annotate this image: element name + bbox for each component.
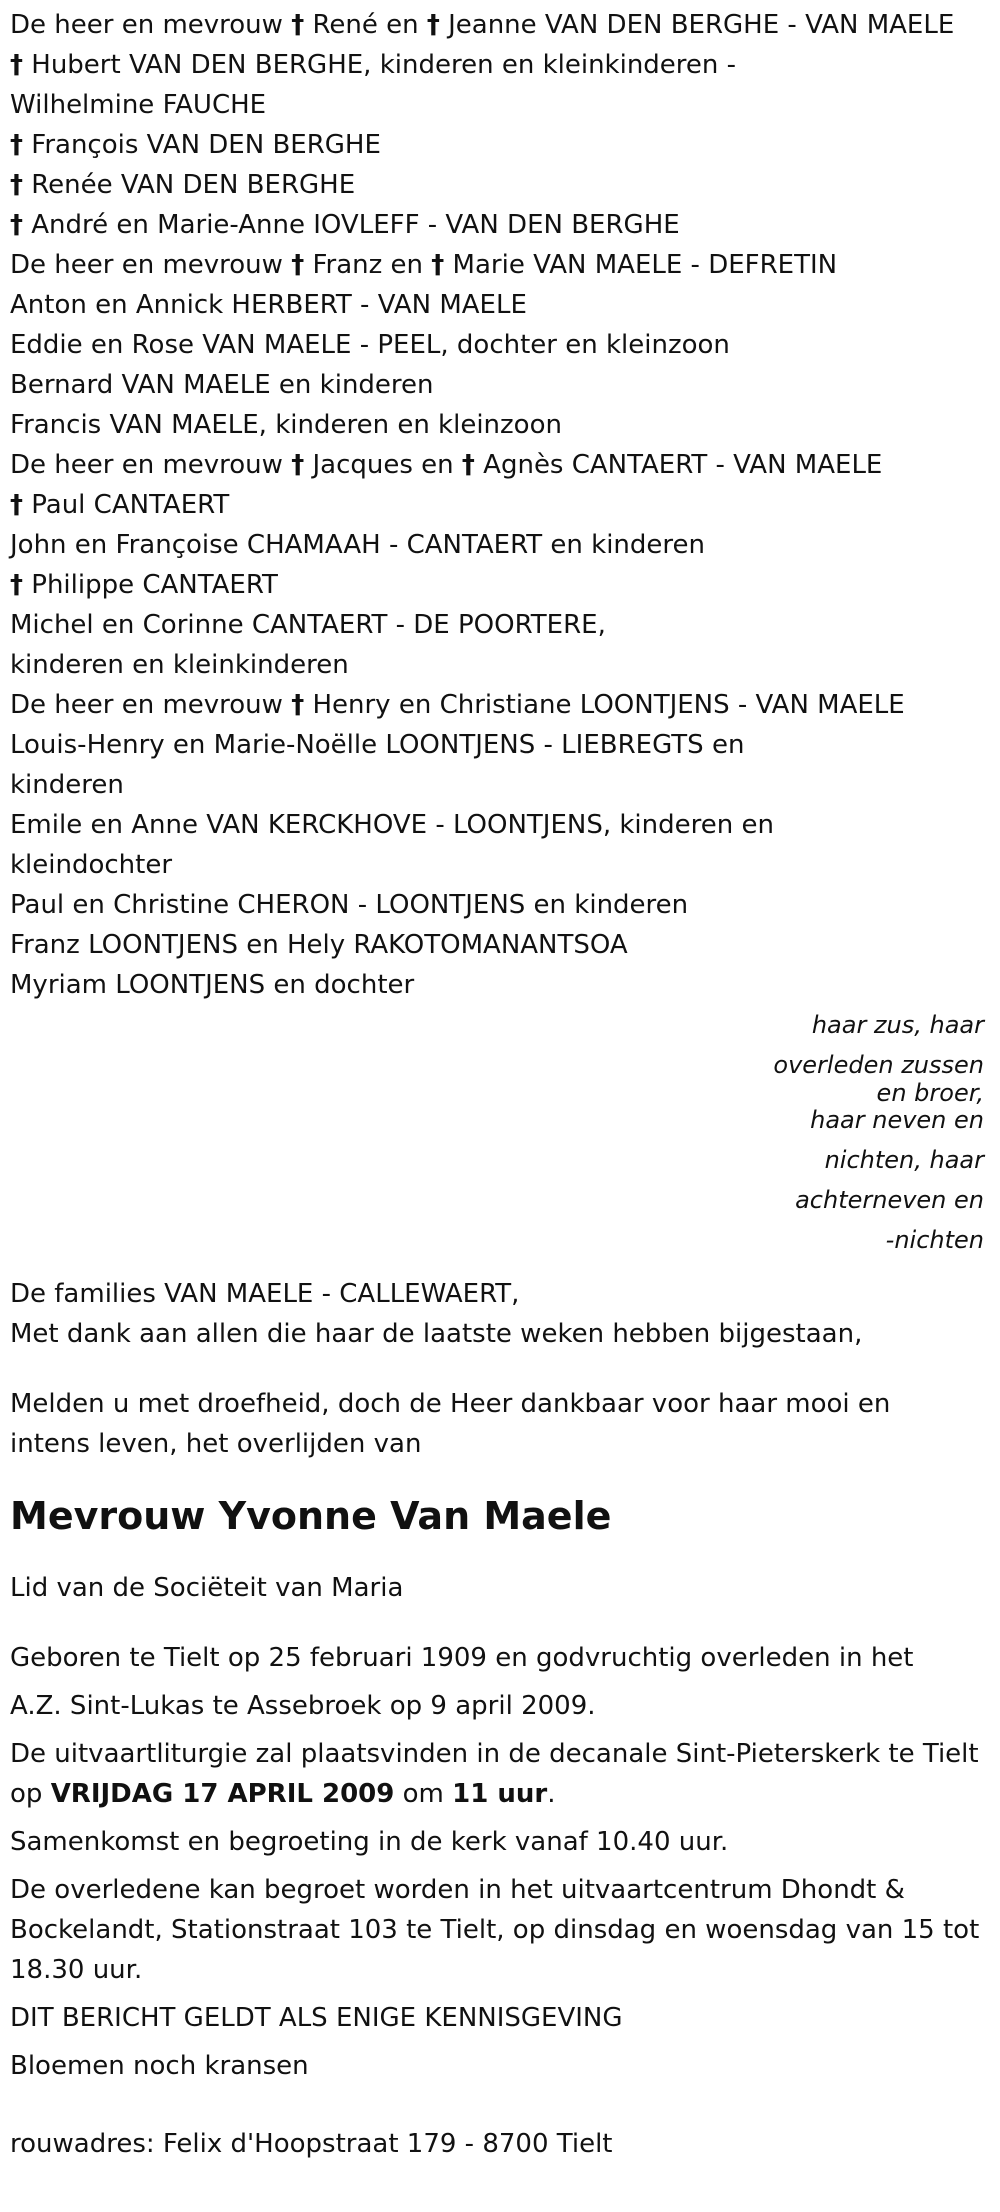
cross-icon: † (10, 570, 23, 600)
announce-line: intens leven, het overlijden van (10, 1429, 422, 1459)
family-line (10, 605, 990, 645)
funeral-time: 11 uur (452, 1779, 548, 1809)
deceased-name: Mevrouw Yvonne Van Maele (10, 1494, 612, 1538)
cross-icon: † (291, 10, 305, 40)
family-line (10, 205, 990, 245)
side-note-cousins (10, 1100, 984, 1260)
family-text: Paul CANTAERT (23, 490, 230, 520)
gathering-line: Samenkomst en begroeting in de kerk vanaf 10.40 uur. (10, 1827, 729, 1857)
side-notes (10, 1005, 990, 1260)
thanks-line: Met dank aan allen die haar de laatste weken hebben bijgestaan, (10, 1319, 863, 1349)
family-line (10, 285, 990, 325)
family-text: Michel en Corinne CANTAERT - DE POORTERE, (10, 610, 606, 640)
funeral-text: De uitvaartliturgie zal plaatsvinden in de decanale Sint-Pieterskerk te Tielt op (10, 1739, 979, 1809)
address-line: rouwadres: Felix d'Hoopstraat 179 - 8700 Tielt (10, 2129, 613, 2159)
family-line (10, 845, 990, 885)
cross-icon: † (426, 10, 440, 40)
family-text: Marie VAN MAELE - DEFRETIN (444, 250, 838, 280)
side-note-line: -nichten (885, 1226, 984, 1254)
cross-icon: † (10, 210, 23, 240)
family-line (10, 645, 990, 685)
funeral-text: . (547, 1779, 556, 1809)
born-line: A.Z. Sint-Lukas te Assebroek op 9 april 2009. (10, 1691, 596, 1721)
family-text: François VAN DEN BERGHE (23, 130, 381, 160)
viewing-paragraph: De overledene kan begroet worden in het uitvaartcentrum Dhondt & Bockelandt, Stationstraat 103 te Tielt, op dinsdag en woensdag van 15 tot 18.30 uur. (10, 1875, 980, 1985)
cross-icon: † (10, 490, 23, 520)
family-line (10, 885, 990, 925)
family-text: Myriam LOONTJENS en dochter (10, 970, 415, 1000)
family-text: Bernard VAN MAELE en kinderen (10, 370, 434, 400)
family-line (10, 685, 990, 725)
funeral-text: om (394, 1779, 453, 1809)
family-line (10, 965, 990, 1005)
cross-icon: † (291, 450, 305, 480)
side-note-line: haar zus, haar (811, 1011, 984, 1039)
funeral-date: VRIJDAG 17 APRIL 2009 (50, 1779, 395, 1809)
family-line (10, 365, 990, 405)
family-text: René en (304, 10, 427, 40)
family-text: De heer en mevrouw (10, 250, 292, 280)
families-line: De families VAN MAELE - CALLEWAERT, (10, 1279, 520, 1309)
family-line (10, 445, 990, 485)
family-line (10, 245, 990, 285)
family-text: De heer en mevrouw (10, 690, 292, 720)
family-text: Franz en (304, 250, 432, 280)
side-note-siblings (10, 1005, 984, 1107)
family-text: kinderen (10, 770, 124, 800)
side-note-line: nichten, haar (824, 1146, 984, 1174)
family-line (10, 725, 990, 765)
cross-icon: † (10, 130, 23, 160)
family-line (10, 85, 990, 125)
family-text: John en Françoise CHAMAAH - CANTAERT en kinderen (10, 530, 705, 560)
family-line (10, 805, 990, 845)
family-text: De heer en mevrouw (10, 10, 292, 40)
cross-icon: † (291, 250, 305, 280)
family-text: kinderen en kleinkinderen (10, 650, 349, 680)
family-text: Emile en Anne VAN KERCKHOVE - LOONTJENS, kinderen en (10, 810, 774, 840)
family-line (10, 525, 990, 565)
family-text: Francis VAN MAELE, kinderen en kleinzoon (10, 410, 562, 440)
family-text: Wilhelmine FAUCHE (10, 90, 267, 120)
family-text: André en Marie-Anne IOVLEFF - VAN DEN BERGHE (23, 210, 680, 240)
side-note-line: achterneven en (795, 1186, 984, 1214)
side-note-line: haar neven en (810, 1106, 984, 1134)
family-text: Anton en Annick HERBERT - VAN MAELE (10, 290, 527, 320)
family-line (10, 125, 990, 165)
family-text: Renée VAN DEN BERGHE (23, 170, 356, 200)
cross-icon: † (461, 450, 475, 480)
family-text: kleindochter (10, 850, 173, 880)
membership-line: Lid van de Sociëteit van Maria (10, 1573, 404, 1603)
family-text: Jacques en (304, 450, 462, 480)
family-line (10, 565, 990, 605)
funeral-paragraph (10, 1734, 990, 1814)
family-text: Eddie en Rose VAN MAELE - PEEL, dochter en kleinzoon (10, 330, 730, 360)
family-text: Paul en Christine CHERON - LOONTJENS en kinderen (10, 890, 689, 920)
family-text: De heer en mevrouw (10, 450, 292, 480)
family-text: Agnès CANTAERT - VAN MAELE (474, 450, 883, 480)
family-line (10, 925, 990, 965)
flowers-line: Bloemen noch kransen (10, 2051, 309, 2081)
family-text: Louis-Henry en Marie-Noëlle LOONTJENS - LIEBREGTS en (10, 730, 745, 760)
family-text: Franz LOONTJENS en Hely RAKOTOMANANTSOA (10, 930, 628, 960)
family-text: Hubert VAN DEN BERGHE, kinderen en kleinkinderen - (23, 50, 737, 80)
family-line (10, 325, 990, 365)
family-line (10, 485, 990, 525)
announce-line: Melden u met droefheid, doch de Heer dankbaar voor haar mooi en (10, 1389, 891, 1419)
side-note-line: overleden zussen (773, 1051, 984, 1079)
side-note-line: en broer, (876, 1079, 984, 1107)
family-line (10, 5, 990, 45)
cross-icon: † (10, 170, 23, 200)
family-line (10, 165, 990, 205)
family-line (10, 45, 990, 85)
cross-icon: † (291, 690, 305, 720)
family-list (10, 5, 990, 1005)
family-line (10, 405, 990, 445)
cross-icon: † (431, 250, 445, 280)
family-text: Philippe CANTAERT (23, 570, 278, 600)
family-text: Jeanne VAN DEN BERGHE - VAN MAELE (439, 10, 955, 40)
family-line (10, 765, 990, 805)
born-line: Geboren te Tielt op 25 februari 1909 en godvruchtig overleden in het (10, 1643, 914, 1673)
notice-line: DIT BERICHT GELDT ALS ENIGE KENNISGEVING (10, 2003, 623, 2033)
cross-icon: † (10, 50, 23, 80)
family-text: Henry en Christiane LOONTJENS - VAN MAELE (304, 690, 905, 720)
